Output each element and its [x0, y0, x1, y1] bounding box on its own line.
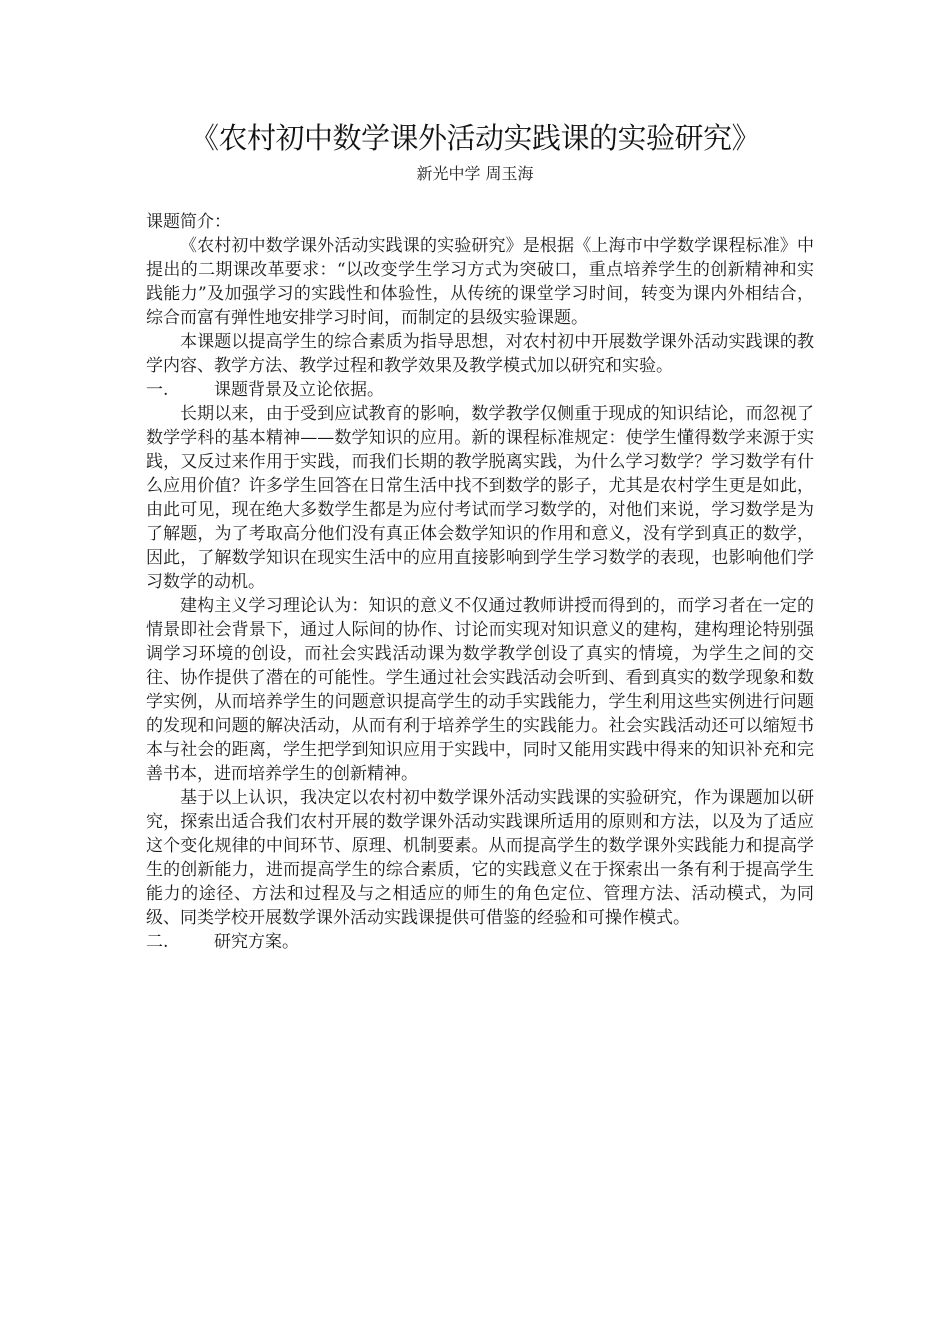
section1-paragraph-3: 基于以上认识，我决定以农村初中数学课外活动实践课的实验研究，作为课题加以研究，探索出适合我们农村开展的数学课外活动实践课所适用的原则和方法，以及为了适应这个变化规律的中间环节、原理、机制要素。从而提高学生的数学课外实践能力和提高学生的创新能力，进而提高学生的综合素质，它的实践意义在于探索出一条有利于提高学生能力的途径、方法和过程及与之相适应的师生的角色定位、管理方法、活动模式，为同级、同类学校开展数学课外活动实践课提供可借鉴的经验和可操作模式。	[146, 788, 814, 928]
document-title: 《农村初中数学课外活动实践课的实验研究》	[189, 121, 760, 155]
section-title-1: 课题背景及立论依据。	[214, 380, 384, 400]
section1-paragraph-2: 建构主义学习理论认为：知识的意义不仅通过教师讲授而得到的，而学习者在一定的情景即社会背景下，通过人际间的协作、讨论而实现对知识意义的建构，建构理论特别强调学习环境的创设，而社会实践活动课为数学教学创设了真实的情境，为学生之间的交往、协作提供了潜在的可能性。学生通过社会实践活动会听到、看到真实的数学现象和数学实例，从而培养学生的问题意识提高学生的动手实践能力，学生利用这些实例进行问题的发现和问题的解决活动，从而有利于培养学生的实践能力。社会实践活动还可以缩短书本与社会的距离，学生把学到知识应用于实践中，同时又能用实践中得来的知识补充和完善书本，进而培养学生的创新精神。	[146, 596, 814, 784]
section-heading-1	[146, 378, 814, 402]
document-author: 新光中学 周玉海	[416, 164, 534, 183]
section1-paragraph-1: 长期以来，由于受到应试教育的影响，数学教学仅侧重于现成的知识结论，而忽视了数学学科的基本精神——数学知识的应用。新的课程标准规定：使学生懂得数学来源于实践，又反过来作用于实践，而我们长期的教学脱离实践，为什么学习数学？学习数学有什么应用价值？许多学生回答在日常生活中找不到数学的影子，尤其是农村学生更是如此，由此可见，现在绝大多数学生都是为应付考试而学习数学的，对他们来说，学习数学是为了解题，为了考取高分他们没有真正体会数学知识的作用和意义，没有学到真正的数学，因此，了解数学知识在现实生活中的应用直接影响到学生学习数学的表现，也影响他们学习数学的动机。	[146, 404, 814, 592]
section-title-2: 研究方案。	[214, 932, 299, 952]
intro-paragraph-2: 本课题以提高学生的综合素质为指导思想，对农村初中开展数学课外活动实践课的教学内容、教学方法、教学过程和教学效果及教学模式加以研究和实验。	[146, 332, 814, 376]
section-number-2: 二.	[146, 932, 169, 952]
intro-label: 课题简介：	[146, 212, 231, 232]
document-body	[146, 210, 814, 954]
section-number-1: 一.	[146, 380, 169, 400]
section-heading-2	[146, 930, 814, 954]
intro-paragraph-1: 《农村初中数学课外活动实践课的实验研究》是根据《上海市中学数学课程标准》中提出的二期课改革要求：“以改变学生学习方式为突破口，重点培养学生的创新精神和实践能力”及加强学习的实践性和体验性，从传统的课堂学习时间，转变为课内外相结合，综合而富有弹性地安排学习时间，而制定的县级实验课题。	[146, 236, 814, 328]
